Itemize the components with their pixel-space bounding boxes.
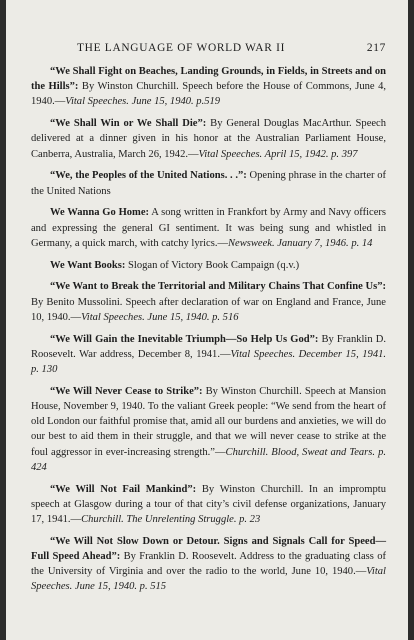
entry-body: By Winston Churchill. Speech before the House of Commons, June 4, 1940.— — [31, 81, 386, 108]
entry — [31, 168, 386, 198]
entry — [31, 205, 386, 251]
entry-body: Slogan of Victory Book Campaign (q.v.) — [125, 259, 300, 271]
entry-source: Churchill. Blood, Sweat and Tears. — [225, 446, 376, 458]
entry-head: “We Will Not Fail Mankind”: — [50, 483, 197, 495]
entry-head: “We Shall Fight on Beaches, Landing Grounds, in Fields, in Streets and on the Hills”: — [31, 66, 386, 93]
book-page — [6, 0, 408, 640]
entry-source: Newsweek. January 7, 1946. — [228, 237, 349, 249]
entry-body: Opening phrase in the charter of the United Nations — [31, 170, 386, 197]
entry-body: By Benito Mussolini. Speech after declaration of war on England and France, June 10, 1940.— — [31, 296, 386, 323]
entry-page: p. 130 — [31, 364, 58, 376]
entry-page: p. 23 — [236, 514, 261, 526]
entry — [31, 64, 386, 110]
running-head — [77, 42, 386, 54]
entry-page: p. 515 — [137, 581, 167, 593]
entry-body: By General Douglas MacArthur. Speech delivered at a dinner given in his honor at the Australian Parliament House, Canberra, Australia, March 26, 1942.— — [31, 118, 387, 160]
entry-head: “We Will Never Cease to Strike”: — [50, 385, 203, 397]
entry-source: Churchill. The Unrelenting Struggle. — [81, 514, 237, 526]
entry — [31, 279, 386, 325]
entry-body: By Franklin D. Roosevelt. Address to the graduating class of the University of Virginia and over the radio to the world, June 10, 1940.— — [31, 551, 386, 578]
entry-body: A song written in Frankfort by Army and Navy officers and expressing the general GI sentiment. It was being sung and whistled in Germany, a quick march, with catchy lyrics.— — [31, 207, 386, 249]
entry-source: Vital Speeches. June 15, 1940. — [31, 566, 386, 593]
entry-body: By Winston Churchill. In an impromptu speech at Glasgow during a tour of that city’s civil defense organizations, January 17, 1941.— — [31, 483, 386, 526]
entry — [31, 482, 386, 528]
entry-source: Vital Speeches. December 15, 1941. — [230, 348, 387, 360]
entry-body: By Winston Churchill. Speech at Mansion House, November 9, 1940. To the valiant Greek people: “We send from the heart of old London our faithful promise that, amid all our burdens and anxieties, we will do our best to aid them in their struggle, and that we will never cease to strike at the foul aggressor in ever-increasing strength.”— — [31, 385, 386, 458]
entry-head: We Want Books: — [50, 259, 126, 271]
entry — [31, 332, 386, 378]
entry-head: “We Will Not Slow Down or Detour. Signs and Signals Call for Speed—Full Speed Ahead”: — [31, 535, 386, 563]
entry-head: “We Want to Break the Territorial and Military Chains That Confine Us”: — [50, 281, 386, 293]
entry-head: “We Will Gain the Inevitable Triumph—So Help Us God”: — [50, 333, 319, 345]
entry-head: “We, the Peoples of the United Nations. . .”: — [50, 170, 247, 182]
entry — [31, 384, 386, 475]
entry-page: p. 397 — [328, 148, 358, 160]
entry-list — [31, 64, 386, 595]
page-number: 217 — [366, 42, 386, 54]
entry-head: “We Shall Win or We Shall Die”: — [50, 118, 207, 130]
entry — [31, 534, 386, 595]
entry-page: p. 424 — [31, 446, 387, 473]
entry-source: Vital Speeches. June 15, 1940. — [65, 96, 194, 108]
entry — [31, 258, 386, 273]
entry-source: Vital Speeches. April 15, 1942. — [198, 148, 329, 160]
running-head-title: THE LANGUAGE OF WORLD WAR II — [77, 42, 286, 54]
entry-page: p.519 — [193, 96, 221, 108]
entry-source: Vital Speeches. June 15, 1940. — [81, 311, 210, 323]
entry-head: We Wanna Go Home: — [50, 207, 150, 219]
entry-page: p. 516 — [209, 311, 239, 323]
entry-body: By Franklin D. Roosevelt. War address, December 8, 1941.— — [31, 333, 386, 360]
entry — [31, 116, 386, 162]
entry-page: p. 14 — [348, 237, 373, 249]
